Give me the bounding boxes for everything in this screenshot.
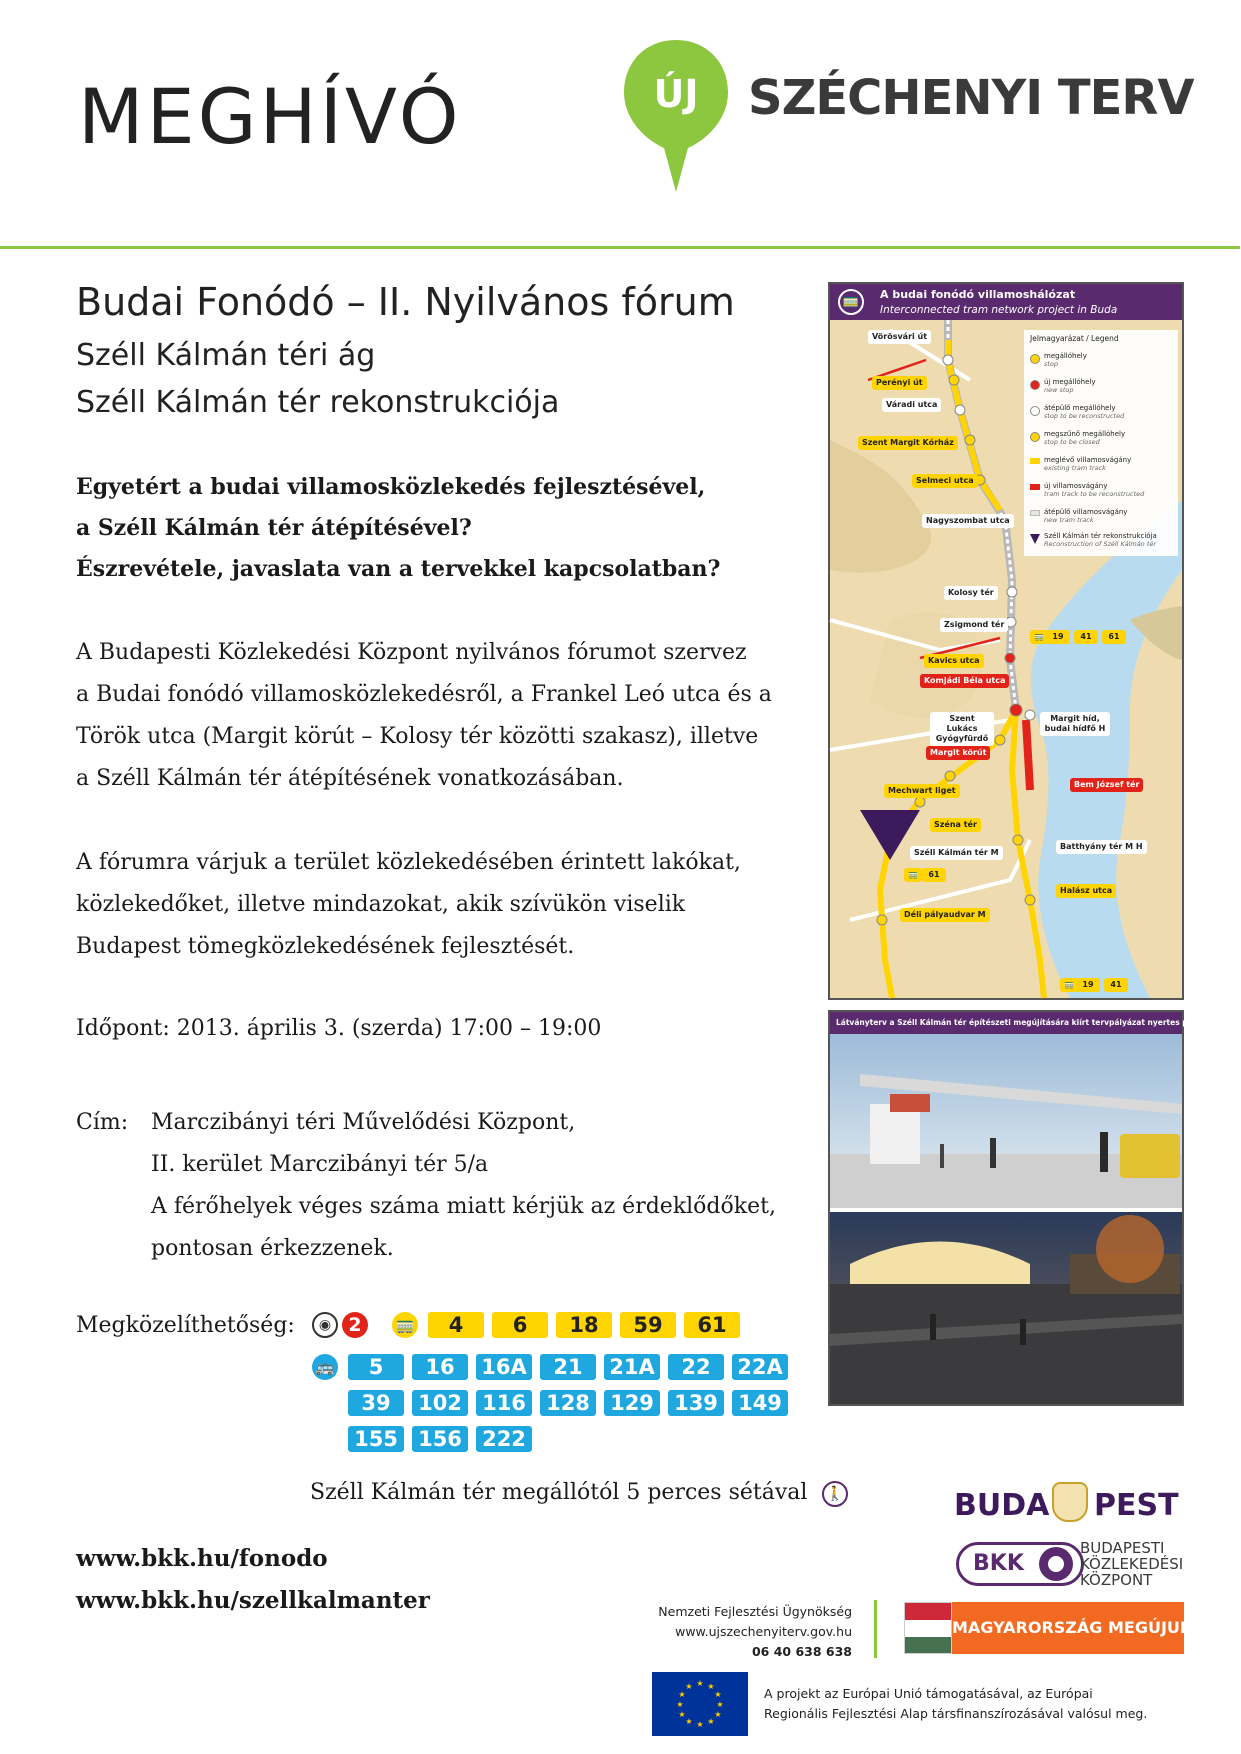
svg-text:★: ★ <box>716 1700 724 1709</box>
rendering-images <box>830 1034 1182 1404</box>
header-divider <box>0 246 1240 249</box>
svg-text:★: ★ <box>696 1679 704 1688</box>
paragraph-line: A fórumra várjuk a terület közlekedésében érintett lakókat, <box>76 850 741 875</box>
legend-title: Jelmagyarázat / Legend <box>1030 334 1119 343</box>
map-stop-label: Váradi utca <box>882 398 941 412</box>
bus-line-badge: 116 <box>476 1390 532 1416</box>
svg-text:★: ★ <box>714 1690 722 1699</box>
paragraph-line: a Széll Kálmán tér átépítésének vonatkozásában. <box>76 766 624 791</box>
photo-caption: Látványterv a Széll Kálmán tér építészeti megújítására kiírt tervpályázat nyertes pályaművéből <box>830 1012 1182 1034</box>
bus-line-badge: 156 <box>412 1426 468 1452</box>
svg-text:★: ★ <box>678 1690 686 1699</box>
bus-line-badge: 139 <box>668 1390 724 1416</box>
map-legend <box>1024 330 1178 556</box>
map-stop-label: Déli pályaudvar M <box>900 908 990 922</box>
bus-line-badge: 128 <box>540 1390 596 1416</box>
map-stop-label: Margit híd, budai hídfő H <box>1040 712 1110 736</box>
sub-heading-1: Széll Kálmán téri ág <box>76 338 376 373</box>
svg-text:★: ★ <box>676 1700 684 1709</box>
bus-line-badge: 21 <box>540 1354 596 1380</box>
svg-text:★: ★ <box>707 1717 715 1726</box>
legend-swatch <box>1030 432 1040 442</box>
map-stop-label: Halász utca <box>1056 884 1116 898</box>
map-stop-label: Vörösvári út <box>868 330 931 344</box>
tram-icon: 🚃 <box>1030 630 1048 644</box>
svg-text:★: ★ <box>714 1710 722 1719</box>
question-line: a Széll Kálmán tér átépítésével? <box>76 515 472 541</box>
route-box: 19 <box>1076 978 1100 992</box>
budapest-crest-icon <box>1052 1482 1088 1522</box>
map-stop-label: Bem József tér <box>1070 778 1143 792</box>
paragraph-line: a Budai fonódó villamosközlekedésről, a Frankel Leó utca és a <box>76 682 772 707</box>
bus-line-badge: 102 <box>412 1390 468 1416</box>
bkk-logo <box>956 1542 1084 1586</box>
map-stop-label: Széll Kálmán tér M <box>910 846 1003 860</box>
bus-line-badge: 39 <box>348 1390 404 1416</box>
bkk-name: BUDAPESTI KÖZLEKEDÉSI KÖZPONT <box>1080 1539 1184 1589</box>
budapest-logo-right: PEST <box>1094 1488 1179 1523</box>
legend-swatch <box>1030 510 1040 516</box>
paragraph-line: Török utca (Margit körút – Kolosy tér közötti szakasz), illetve <box>76 724 759 749</box>
bus-line-badge: 5 <box>348 1354 404 1380</box>
bus-line-badge: 22A <box>732 1354 788 1380</box>
legend-item: Széll Kálmán tér rekonstrukciója Reconstruction of Széll Kálmán tér <box>1044 532 1157 548</box>
tram-line-badge: 59 <box>620 1312 676 1338</box>
svg-text:★: ★ <box>707 1682 715 1691</box>
address-line: pontosan érkezzenek. <box>151 1236 394 1261</box>
access-label: Megközelíthetőség: <box>76 1313 295 1338</box>
address-line: II. kerület Marczibányi tér 5/a <box>151 1152 489 1177</box>
event-time: Időpont: 2013. április 3. (szerda) 17:00 – 19:00 <box>76 1016 602 1041</box>
bus-line-badge: 129 <box>604 1390 660 1416</box>
legend-item: átépülő villamosvágány new tram track <box>1044 508 1128 524</box>
tram-icon: 🚃 <box>392 1312 418 1338</box>
svg-text:★: ★ <box>696 1720 704 1729</box>
map-stop-label: Kavics utca <box>924 654 984 668</box>
map-subtitle: Interconnected tram network project in Buda <box>880 304 1118 316</box>
question-line: Észrevétele, javaslata van a tervekkel kapcsolatban? <box>76 556 721 582</box>
paragraph-line: közlekedőket, illetve mindazokat, akik szívükön viselik <box>76 892 686 917</box>
legend-item: új megállóhely new stop <box>1044 378 1096 394</box>
footer-divider <box>874 1600 877 1658</box>
route-box: 41 <box>1104 978 1128 992</box>
map-stop-label: Batthyány tér M H <box>1056 840 1147 854</box>
legend-swatch <box>1030 484 1040 490</box>
legend-item: meglévő villamosvágány existing tram track <box>1044 456 1132 472</box>
bus-line-badge: 16 <box>412 1354 468 1380</box>
magyarorszag-megujul-logo: MAGYARORSZÁG MEGÚJUL <box>952 1602 1184 1654</box>
bus-icon: 🚌 <box>312 1354 338 1380</box>
legend-item: új villamosvágány tram track to be reconstructed <box>1044 482 1145 498</box>
svg-text:★: ★ <box>685 1717 693 1726</box>
bus-line-badge: 155 <box>348 1426 404 1452</box>
walk-note: Széll Kálmán tér megállótól 5 perces sétával <box>310 1480 808 1505</box>
route-box: 19 <box>1046 630 1070 644</box>
metro-icon: ◉ <box>312 1312 338 1338</box>
map-stop-label: Perényi út <box>872 376 927 390</box>
legend-item: megállóhely stop <box>1044 352 1087 368</box>
eu-funding-note: A projekt az Európai Unió támogatásával, az Európai Regionális Fejlesztési Alap társfinanszírozásával valósul meg. <box>764 1686 1148 1721</box>
tram-icon: 🚃 <box>904 868 922 882</box>
main-heading: Budai Fonódó – II. Nyilvános fórum <box>76 280 735 324</box>
bus-line-badge: 22 <box>668 1354 724 1380</box>
legend-item: megszűnő megállóhely stop to be closed <box>1044 430 1126 446</box>
legend-swatch <box>1030 534 1040 544</box>
route-box: 61 <box>1102 630 1126 644</box>
map-stop-label: Mechwart liget <box>884 784 960 798</box>
tram-icon: 🚃 <box>1060 978 1078 992</box>
address-label: Cím: <box>76 1110 129 1135</box>
map-stop-label: Zsigmond tér <box>940 618 1008 632</box>
bus-line-badge: 149 <box>732 1390 788 1416</box>
bkk-badge: BKK <box>973 1551 1024 1576</box>
metro-line-badge: 2 <box>342 1312 368 1338</box>
map-stop-label: Nagyszombat utca <box>922 514 1014 528</box>
tram-line-badge: 61 <box>684 1312 740 1338</box>
map-stop-label: Komjádi Béla utca <box>920 674 1009 688</box>
hungarian-flag-icon <box>904 1602 952 1654</box>
eu-flag-icon <box>652 1672 748 1736</box>
budapest-logo-left: BUDA <box>954 1488 1050 1523</box>
svg-text:★: ★ <box>678 1710 686 1719</box>
url-link-fonodo[interactable]: www.bkk.hu/fonodo <box>76 1545 328 1572</box>
sub-heading-2: Széll Kálmán tér rekonstrukciója <box>76 385 560 420</box>
rendering-photos <box>828 1010 1241 1406</box>
legend-swatch <box>1030 380 1040 390</box>
tram-line-badge: 6 <box>492 1312 548 1338</box>
paragraph-line: A Budapesti Közlekedési Központ nyilvános fórumot szervez <box>76 640 747 665</box>
tram-line-badge: 18 <box>556 1312 612 1338</box>
svg-text:★: ★ <box>685 1682 693 1691</box>
map-title: A budai fonódó villamoshálózat <box>880 288 1076 301</box>
route-box: 61 <box>922 868 946 882</box>
map-stop-label: Kolosy tér <box>944 586 998 600</box>
legend-swatch <box>1030 406 1040 416</box>
tram-line-badge: 4 <box>428 1312 484 1338</box>
legend-item: átépülő megállóhely stop to be reconstructed <box>1044 404 1125 420</box>
map-stop-label: Széna tér <box>930 818 981 832</box>
nfu-contact: Nemzeti Fejlesztési Ügynökség www.ujszechenyiterv.gov.hu 06 40 638 638 <box>658 1604 852 1659</box>
question-line: Egyetért a budai villamosközlekedés fejlesztésével, <box>76 474 706 500</box>
address-line: Marczibányi téri Művelődési Központ, <box>151 1110 576 1135</box>
map-header <box>830 284 1182 320</box>
address-line: A férőhelyek véges száma miatt kérjük az érdeklődőket, <box>151 1194 776 1219</box>
map-stop-label: Szent Lukács Gyógyfürdő <box>930 712 994 746</box>
uj-szechenyi-pin-logo <box>620 36 732 196</box>
bkk-circle-icon <box>1039 1547 1073 1581</box>
map-stop-label: Szent Margit Kórház <box>858 436 958 450</box>
paragraph-line: Budapest tömegközlekedésének fejlesztését. <box>76 934 575 959</box>
tram-icon: 🚃 <box>838 289 864 315</box>
legend-swatch <box>1030 458 1040 464</box>
page-title: MEGHÍVÓ <box>78 72 462 161</box>
walking-person-icon: 🚶 <box>822 1481 848 1507</box>
map-stop-label: Margit körút <box>926 746 990 760</box>
bus-line-badge: 16A <box>476 1354 532 1380</box>
logo-text: SZÉCHENYI TERV <box>748 70 1194 126</box>
map-stop-label: Selmeci utca <box>912 474 978 488</box>
tram-network-map <box>828 282 1184 1000</box>
logo-badge-text: ÚJ <box>653 72 699 116</box>
legend-swatch <box>1030 354 1040 364</box>
bus-line-badge: 21A <box>604 1354 660 1380</box>
route-box: 41 <box>1074 630 1098 644</box>
url-link-szellkalmanter[interactable]: www.bkk.hu/szellkalmanter <box>76 1587 430 1614</box>
bus-line-badge: 222 <box>476 1426 532 1452</box>
